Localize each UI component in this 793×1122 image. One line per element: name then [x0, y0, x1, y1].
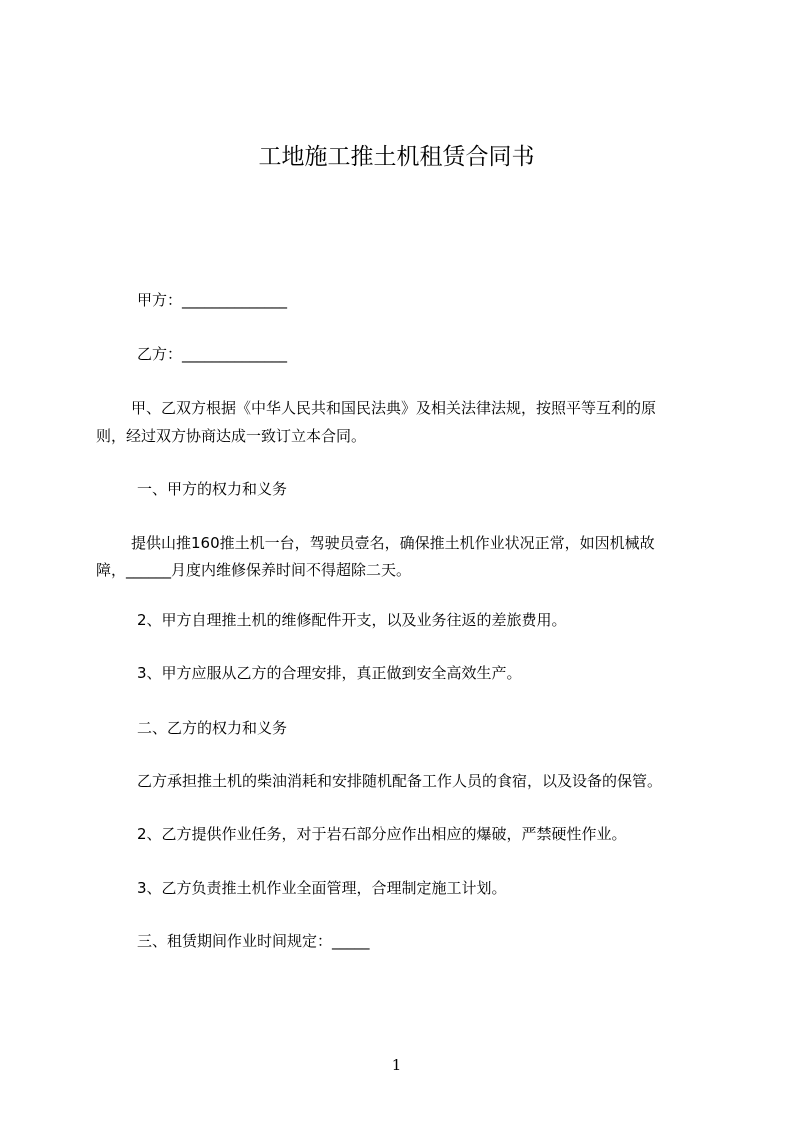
section-1-item-3: 3、甲方应服从乙方的合理安排，真正做到安全高效生产。: [137, 664, 522, 682]
section-2-item-3: 3、乙方负责推土机作业全面管理，合理制定施工计划。: [137, 879, 507, 897]
section-1-item-2: 2、甲方自理推土机的维修配件开支，以及业务往返的差旅费用。: [137, 611, 567, 629]
section-1-item-1-line-1: 提供山推160推土机一台，驾驶员壹名，确保推土机作业状况正常，如因机械故: [131, 534, 655, 552]
section-2-item-1: 乙方承担推土机的柴油消耗和安排随机配备工作人员的食宿，以及设备的保管。: [137, 772, 663, 790]
section-1-heading: 一、甲方的权力和义务: [137, 480, 288, 498]
document-title: 工地施工推土机租赁合同书: [258, 144, 535, 170]
party-b-line: 乙方：______________: [137, 345, 288, 363]
party-a-line: 甲方：______________: [137, 291, 288, 309]
section-1-item-1-line-2: 障，______月度内维修保养时间不得超除二天。: [96, 561, 412, 579]
section-2-item-2: 2、乙方提供作业任务，对于岩石部分应作出相应的爆破，严禁硬性作业。: [137, 825, 627, 843]
preamble-line-2: 则，经过双方协商达成一致订立本合同。: [96, 427, 367, 445]
preamble-line-1: 甲、乙双方根据《中华人民共和国民法典》及相关法律法规，按照平等互利的原: [131, 399, 657, 417]
section-3-heading: 三、租赁期间作业时间规定：_____: [137, 932, 370, 950]
page-number: 1: [391, 1056, 402, 1074]
section-2-heading: 二、乙方的权力和义务: [137, 719, 288, 737]
